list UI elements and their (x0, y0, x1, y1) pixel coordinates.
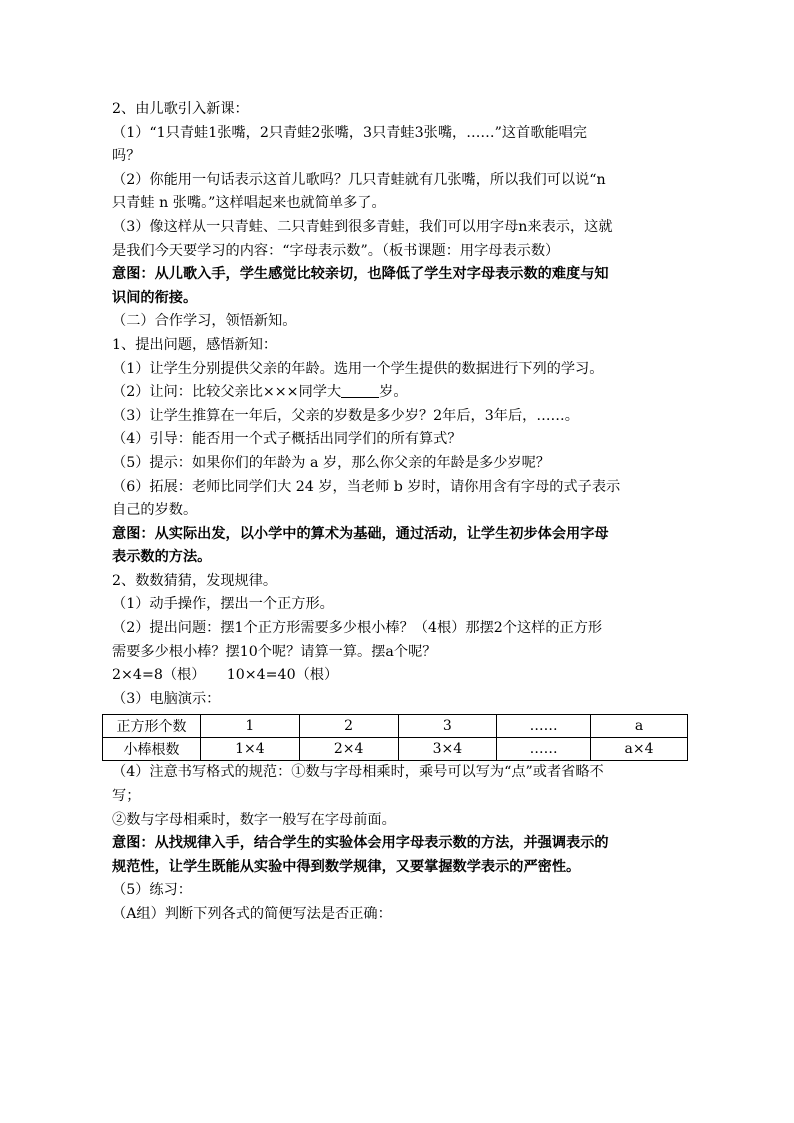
text-line: 1、提出问题，感悟新知： (112, 336, 278, 353)
intent-note-line: 意图：从儿歌入手，学生感觉比较亲切，也降低了学生对字母表示数的难度与知 (112, 266, 609, 283)
blank-line-before: （2）让问：比较父亲比×××同学大 (112, 384, 342, 401)
table-cell: …… (497, 738, 591, 761)
data-table (102, 714, 688, 761)
text-block-end (112, 761, 682, 926)
table-cell: a (591, 715, 688, 738)
text-line: （2）提出问题：摆1个正方形需要多少根小棒？（4根）那摆2个这样的正方形 (112, 620, 603, 637)
table-cell: …… (497, 715, 591, 738)
intent-note-line: 识间的衔接。 (112, 289, 198, 306)
text-line: 吗？ (112, 148, 141, 165)
text-line: 自己的岁数。 (112, 502, 198, 519)
text-line: （1）动手操作，摆出一个正方形。 (112, 596, 334, 613)
intent-note-line: 意图：从实际出发，以小学中的算术为基础，通过活动，让学生初步体会用字母 (112, 525, 609, 542)
table-cell: 1×4 (201, 738, 300, 761)
text-line: 2×4=8（根） 10×4=40（根） (112, 667, 339, 684)
text-block-middle (112, 405, 682, 712)
text-line: （4）引导：能否用一个式子概括出同学们的所有算式？ (112, 431, 462, 448)
text-block-intro (112, 98, 682, 381)
blank-line-after: 岁。 (379, 384, 408, 401)
document-body (112, 98, 682, 927)
table-row (103, 738, 688, 761)
text-line: 2、由儿歌引入新课： (112, 101, 249, 117)
table-row-header: 正方形个数 (103, 715, 201, 738)
table-cell: a×4 (591, 738, 688, 761)
table-row (103, 715, 688, 738)
text-line: （3）电脑演示： (112, 690, 221, 707)
text-line: （A组）判断下列各式的简便写法是否正确： (112, 906, 392, 922)
blank-question-line (112, 381, 682, 405)
text-line: （1）让学生分别提供父亲的年龄。选用一个学生提供的数据进行下列的学习。 (112, 360, 604, 377)
text-line: （4）注意书写格式的规范：①数与字母相乘时，乘号可以写为“点”或者省略不 (112, 764, 604, 781)
text-line: 写； (112, 788, 141, 805)
text-line: （5）提示：如果你们的年龄为 a 岁，那么你父亲的年龄是多少岁呢？ (112, 454, 550, 471)
text-line: （3）让学生推算在一年后，父亲的岁数是多少岁？2年后，3年后，……。 (112, 407, 579, 424)
table-cell: 2×4 (299, 738, 398, 761)
intent-note-line: 意图：从找规律入手，结合学生的实验体会用字母表示数的方法，并强调表示的 (112, 835, 609, 852)
text-line: （2）你能用一句话表示这首儿歌吗？几只青蛙就有几张嘴，所以我们可以说“n (112, 171, 606, 188)
table-cell: 1 (201, 715, 300, 738)
text-line: 只青蛙 n 张嘴。”这样唱起来也就简单多了。 (112, 195, 386, 212)
intent-note-line: 规范性，让学生既能从实验中得到数学规律，又要掌握数学表示的严密性。 (112, 858, 581, 875)
table-row-header: 小棒根数 (103, 738, 201, 761)
text-line: 是我们今天要学习的内容：“字母表示数”。（板书课题：用字母表示数） (112, 242, 560, 259)
answer-blank (341, 383, 379, 398)
intent-note-line: 表示数的方法。 (112, 549, 212, 566)
text-line: （1）“1只青蛙1张嘴，2只青蛙2张嘴，3只青蛙3张嘴，……”这首歌能唱完 (112, 124, 587, 141)
text-line: （3）像这样从一只青蛙、二只青蛙到很多青蛙，我们可以用字母n来表示，这就 (112, 218, 613, 235)
text-line: ②数与字母相乘时，数字一般写在字母前面。 (112, 811, 396, 828)
table-cell: 3×4 (398, 738, 497, 761)
text-line: 2、数数猜猜，发现规律。 (112, 572, 278, 589)
text-line: （6）拓展：老师比同学们大 24 岁，当老师 b 岁时，请你用含有字母的式子表示 (112, 478, 621, 495)
table-cell: 3 (398, 715, 497, 738)
text-line: （二）合作学习，领悟新知。 (112, 313, 297, 330)
text-line: 需要多少根小棒？摆10个呢？请算一算。摆a个呢？ (112, 643, 437, 660)
text-line: （5）练习： (112, 882, 192, 899)
table-cell: 2 (299, 715, 398, 738)
